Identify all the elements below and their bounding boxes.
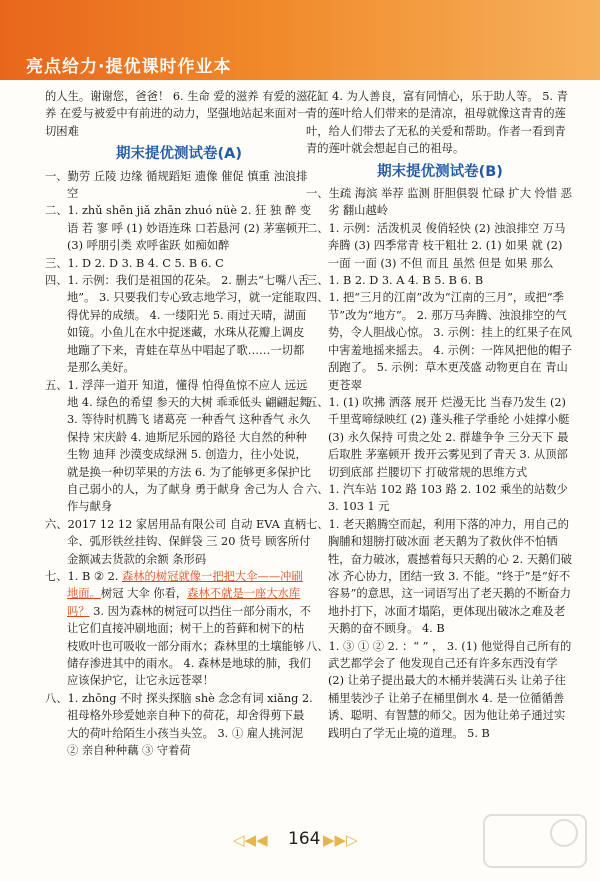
answer-item: 五、1. (1) 吹拂 洒落 展开 烂漫无比 当春乃发生 (2) 千里莺啼绿映红 (2) 蓬头稚子学垂纶 小娃撑小艇 (3) 永久保持 可贵之处 2. 群雄争争 三分天下 最后取胜 茅塞顿开 拨开云雾见到了青天 3. 从顶部切到底部 拦腰切下 打破常规的思维方式 bbox=[306, 395, 570, 479]
section-title-a: 期末提优测试卷(A) bbox=[116, 146, 242, 163]
page-number: 164 bbox=[288, 829, 321, 849]
answer-item: 三、1. B 2. D 3. A 4. B 5. B 6. B bbox=[306, 274, 484, 288]
right-intro-text: 花缸 4. 为人善良，富有同情心，乐于助人等。 5. 青青的莲叶给人们带来的是清凉，祖母就像这青青的莲叶，给人们带去了无私的关爱和帮助。作者一看到青青的莲叶就会想起自己的祖母。 bbox=[306, 90, 568, 156]
answer-item: 六、1. 汽车站 102 路 103 路 2. 102 乘坐的站数少 3. 103 1 元 bbox=[306, 482, 568, 514]
prev-arrows-icon: ◁◀◀ bbox=[233, 831, 268, 849]
answer-item: 四、1. 示例：我们是祖国的花朵。 2. 删去“七嘴八舌地”。 3. 只要我们专心致志地学习，就一定能取得优异的成绩。 4. 一缕阳光 5. 雨过天晴，湖面如镜。小鱼儿在水中捉迷藏，水珠从花瓣上调皮地蹦了下来，青蛙在草丛中唱起了歌……一切都是那么美好。 bbox=[45, 274, 310, 375]
header-banner bbox=[0, 0, 600, 80]
watermark-logo bbox=[482, 813, 588, 869]
banner-title: 亮点给力·提优课时作业本 bbox=[26, 57, 232, 77]
section-title-b: 期末提优测试卷(B) bbox=[377, 163, 503, 180]
answer-item: 八、1. ③ ① ② 2. ：“ ” ， 3. (1) 他觉得自己所有的武艺都学会了 他发现自己还有许多东西没有学 (2) 让弟子提出最大的木桶并装满石头 让弟子往桶里装沙子 让弟子在桶里倒水 4. 是一位循循善诱、聪明、有智慧的师父。因为他让弟子通过实践明白了学无止境的道理。 5. B bbox=[306, 639, 572, 740]
answer-item: 二、1. 示例：活泼机灵 俊俏轻快 (2) 浊浪排空 万马奔腾 (3) 四季常青 枝干粗壮 2. (1) 如果 就 (2) 一面 一面 (3) 不但 而且 虽然 但是 如果 那么 bbox=[306, 221, 566, 270]
highlighted-sentence: 森林不就是一座大水库吗？ bbox=[67, 587, 301, 618]
answer-item-7-prefix: 七、1. B ② 2. bbox=[45, 569, 122, 583]
left-column bbox=[45, 88, 313, 759]
answer-item: 三、1. D 2. D 3. B 4. C 5. B 6. C bbox=[45, 256, 224, 270]
answer-item: 一、勤劳 丘陵 边缘 循规蹈矩 遗像 催促 慎重 浊浪排空 bbox=[45, 169, 308, 201]
left-intro-text: 的人生。谢谢您，爸爸！ 6. 生命 爱的滋养 有爱的滋养 在爱与被爱中有前进的动力，坚强地站起来面对一切困难 bbox=[45, 90, 309, 138]
answer-item-7 bbox=[45, 568, 313, 690]
answer-item: 二、1. zhǔ shēn jiǎ zhān zhuó nüè 2. 狂 独 醉 变 语 若 寥 呼 (1) 妙语连珠 口若悬河 (2) 茅塞顿开 (3) 呼朋引类 欢呼雀跃 如痴如醉 bbox=[45, 204, 312, 253]
answer-item: 七、1. 老天鹅腾空而起，利用下落的冲力，用自己的胸脯和翅膀打破冰面 老天鹅为了救伙伴不怕牺牲，奋力破冰，震撼着每只天鹅的心 2. 天鹅们破冰 齐心协力，团结一致 3. 不能。“终于”是“好不容易”的意思，这一词语写出了老天鹅的不断奋力地扑打下，冰面才塌陷，更体现出破冰之难及老天鹅的奋不顾身。 4. B bbox=[306, 517, 572, 636]
answer-item: 一、生疏 海滨 举荐 监测 肝胆俱裂 忙碌 扩大 怜惜 恶劣 翻山越岭 bbox=[306, 187, 572, 218]
answer-item: 五、1. 浮萍一道开 知道，懂得 怕得鱼惊不应人 远远地 4. 绿色的希望 参天的大树 乖乖低头 翩翩起舞 3. 等待时机腾飞 诸葛亮 一种香气 这种香气 永久保持 宋庆龄 4. 迪斯尼乐园的路径 大自然的种种生物 迪拜 沙漠变成绿洲 5. 创造力，往小处说，就是换一种切苹果的方法 6. 为了能够更多保护比自己弱小的人，为了献身 勇于献身 舍己为人 合作与献身 bbox=[45, 378, 311, 514]
answer-item-7-rest: 3. 因为森林的树冠可以挡住一部分雨水，不让它们直接冲刷地面；树干上的苔藓和树下的枯枝败叶也可吸收一部分雨水；森林里的土壤能够储存渗进其中的雨水。 4. 森林是地球的肺，我们应该保护它，让它永远苍翠！ bbox=[67, 604, 311, 688]
answer-item: 八、1. zhōng 不时 探头探脑 shè 念念有词 xiǎng 2. 祖母格外珍爱她亲自种下的荷花，却舍得剪下最大的荷叶给陌生小孩当头笠。 3. ① 雇人挑河泥 ② 亲自种种藕 ③ 守着荷 bbox=[45, 691, 313, 758]
answer-item: 四、1. 把“三月的江南”改为“江南的三月”，或把“季节”改为“地方”。 2. 那万马奔腾、浊浪排空的气势，令人胆战心惊。 3. 示例：挂上的红果子在风中害羞地摇来摇去。 4. 示例：一阵风把他的帽子刮跑了。 5. 示例：草木更茂盛 动物更自在 青山更苍翠 bbox=[306, 291, 572, 392]
answer-item: 六、2017 12 12 家居用品有限公司 自动 EVA 直柄伞、弧形铁丝挂钩、保鲜袋 三 20 货号 顾客所付金额减去货款的余额 条形码 bbox=[45, 517, 311, 566]
next-arrows-icon: ▶▶▷ bbox=[323, 831, 358, 849]
answer-item-7-mid: 树冠 大伞 你看， bbox=[100, 587, 188, 601]
right-column bbox=[306, 88, 574, 742]
highlighted-sentence: 森林的树冠就像一把把大伞——冲刷地面。 bbox=[67, 569, 303, 601]
